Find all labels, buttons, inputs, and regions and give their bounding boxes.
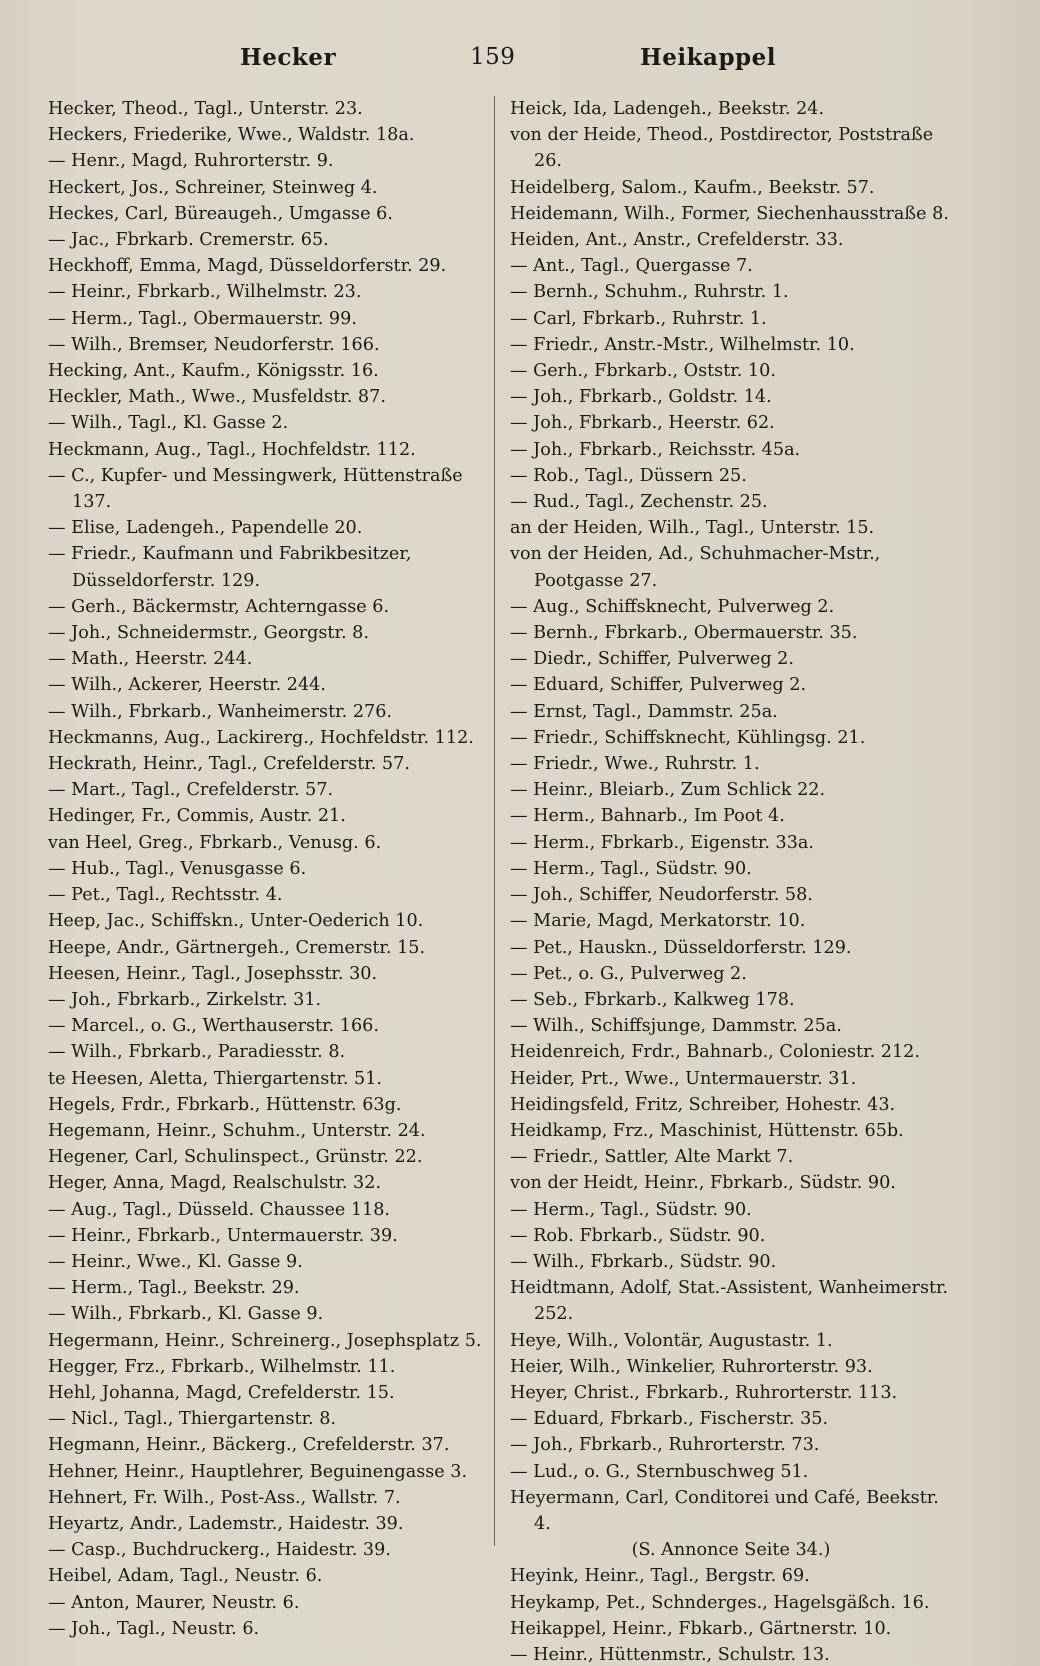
directory-entry: an der Heiden, Wilh., Tagl., Unterstr. 15.	[510, 518, 875, 539]
directory-entry: Heikappel, Heinr., Fbkarb., Gärtnerstr. 10.	[510, 1618, 892, 1639]
directory-entry: — Wilh., Schiffsjunge, Dammstr. 25a.	[510, 1016, 842, 1037]
directory-entry: — Bernh., Schuhm., Ruhrstr. 1.	[510, 282, 789, 303]
directory-entry: Heckrath, Heinr., Tagl., Crefelderstr. 57.	[48, 754, 410, 775]
directory-entry: — Eduard, Schiffer, Pulverweg 2.	[510, 675, 807, 696]
directory-entry: — Joh., Fbrkarb., Heerstr. 62.	[510, 413, 775, 434]
directory-entry: — Friedr., Schiffsknecht, Kühlingsg. 21.	[510, 727, 866, 748]
directory-entry: Hegemann, Heinr., Schuhm., Unterstr. 24.	[48, 1120, 426, 1141]
directory-entry: — Wilh., Fbrkarb., Paradiesstr. 8.	[48, 1042, 346, 1063]
directory-entry: — Marcel., o. G., Werthauserstr. 166.	[48, 1016, 379, 1037]
directory-entry: Heckers, Friederike, Wwe., Waldstr. 18a.	[48, 125, 415, 146]
directory-entry: Hecking, Ant., Kaufm., Königsstr. 16.	[48, 361, 379, 382]
directory-entry: Heye, Wilh., Volontär, Augustastr. 1.	[510, 1330, 833, 1351]
directory-entry: — C., Kupfer- und Messingwerk, Hüttenstraße 137.	[48, 465, 463, 513]
directory-entry: von der Heiden, Ad., Schuhmacher-Mstr., Pootgasse 27.	[510, 544, 881, 591]
directory-entry: — Friedr., Sattler, Alte Markt 7.	[510, 1147, 794, 1168]
directory-entry: — Friedr., Anstr.-Mstr., Wilhelmstr. 10.	[510, 334, 855, 355]
page-header	[50, 44, 990, 80]
directory-entry: — Mart., Tagl., Crefelderstr. 57.	[48, 780, 334, 801]
directory-entry: Hehl, Johanna, Magd, Crefelderstr. 15.	[48, 1382, 395, 1403]
directory-entry: Heckhoff, Emma, Magd, Düsseldorferstr. 29.	[48, 256, 447, 277]
directory-entry: — Lud., o. G., Sternbuschweg 51.	[510, 1461, 809, 1482]
directory-entry: Hecker, Theod., Tagl., Unterstr. 23.	[48, 99, 363, 119]
directory-entry: Heckmanns, Aug., Lackirerg., Hochfeldstr. 112.	[48, 727, 474, 748]
directory-entry: — Bernh., Fbrkarb., Obermauerstr. 35.	[510, 623, 858, 644]
directory-entry: — Seb., Fbrkarb., Kalkweg 178.	[510, 989, 795, 1010]
directory-entry: — Herm., Tagl., Südstr. 90.	[510, 858, 752, 879]
directory-entry: — Herm., Tagl., Obermauerstr. 99.	[48, 308, 357, 329]
directory-entry: Heckert, Jos., Schreiner, Steinweg 4.	[48, 177, 378, 198]
directory-entry: — Jac., Fbrkarb. Cremerstr. 65.	[48, 230, 329, 251]
directory-entry: Hedinger, Fr., Commis, Austr. 21.	[48, 806, 346, 827]
directory-entry: Heger, Anna, Magd, Realschulstr. 32.	[48, 1173, 382, 1194]
directory-entry: — Rob., Tagl., Düssern 25.	[510, 465, 747, 486]
directory-entry: — Friedr., Wwe., Ruhrstr. 1.	[510, 754, 760, 775]
directory-entry: Hegger, Frz., Fbrkarb., Wilhelmstr. 11.	[48, 1356, 396, 1377]
directory-entry: te Heesen, Aletta, Thiergartenstr. 51.	[48, 1068, 382, 1089]
directory-entry: von der Heidt, Heinr., Fbrkarb., Südstr. 90.	[510, 1173, 896, 1194]
directory-entry: Heidemann, Wilh., Former, Siechenhausstraße 8.	[510, 203, 949, 224]
header-right-keyword: Heikappel	[640, 44, 776, 71]
header-left-keyword: Hecker	[240, 44, 337, 71]
directory-entry: — Nicl., Tagl., Thiergartenstr. 8.	[48, 1409, 337, 1430]
directory-entry: — Wilh., Bremser, Neudorferstr. 166.	[48, 334, 380, 355]
directory-entry: — Ernst, Tagl., Dammstr. 25a.	[510, 701, 778, 722]
directory-entry: — Wilh., Ackerer, Heerstr. 244.	[48, 675, 326, 696]
directory-entry: — Herm., Fbrkarb., Eigenstr. 33a.	[510, 832, 814, 853]
directory-entry: — Rud., Tagl., Zechenstr. 25.	[510, 492, 768, 513]
directory-entry: — Heinr., Bleiarb., Zum Schlick 22.	[510, 780, 826, 801]
directory-entry: Hegener, Carl, Schulinspect., Grünstr. 22.	[48, 1147, 423, 1168]
directory-entry: Heckmann, Aug., Tagl., Hochfeldstr. 112.	[48, 439, 416, 460]
directory-entry: — Joh., Tagl., Neustr. 6.	[48, 1618, 260, 1639]
directory-entry: Heidtmann, Adolf, Stat.-Assistent, Wanheimerstr. 252.	[510, 1278, 949, 1325]
directory-entry: (S. Annonce Seite 34.)	[631, 1540, 831, 1561]
directory-entry: — Herm., Bahnarb., Im Poot 4.	[510, 806, 785, 827]
directory-entry: Heidelberg, Salom., Kaufm., Beekstr. 57.	[510, 177, 875, 198]
directory-entry: — Herm., Tagl., Beekstr. 29.	[48, 1278, 300, 1299]
directory-entry: — Joh., Schiffer, Neudorferstr. 58.	[510, 885, 813, 906]
directory-entry: — Math., Heerstr. 244.	[48, 649, 253, 670]
page-number: 159	[470, 44, 516, 70]
directory-entry: — Herm., Tagl., Südstr. 90.	[510, 1199, 752, 1220]
directory-entry: — Heinr., Fbrkarb., Wilhelmstr. 23.	[48, 282, 362, 303]
directory-entry: — Joh., Schneidermstr., Georgstr. 8.	[48, 623, 369, 644]
directory-entry: Hegmann, Heinr., Bäckerg., Crefelderstr. 37.	[48, 1435, 450, 1456]
directory-entry: Heyermann, Carl, Conditorei und Café, Beekstr. 4.	[510, 1487, 939, 1534]
directory-entry: — Rob. Fbrkarb., Südstr. 90.	[510, 1225, 766, 1246]
directory-entry: — Wilh., Tagl., Kl. Gasse 2.	[48, 413, 289, 434]
left-column	[48, 96, 490, 1642]
directory-entry: — Aug., Tagl., Düsseld. Chaussee 118.	[48, 1199, 391, 1220]
directory-entry: von der Heide, Theod., Postdirector, Poststraße 26.	[510, 125, 934, 172]
directory-entry: Heidenreich, Frdr., Bahnarb., Coloniestr. 212.	[510, 1042, 920, 1063]
directory-entry: Heesen, Heinr., Tagl., Josephsstr. 30.	[48, 963, 378, 984]
directory-entry: — Gerh., Bäckermstr, Achterngasse 6.	[48, 596, 390, 617]
directory-entry: — Casp., Buchdruckerg., Haidestr. 39.	[48, 1540, 391, 1561]
directory-entry: — Elise, Ladengeh., Papendelle 20.	[48, 518, 363, 539]
directory-entry: — Carl, Fbrkarb., Ruhrstr. 1.	[510, 308, 767, 329]
directory-entry: — Pet., Tagl., Rechtsstr. 4.	[48, 885, 283, 906]
directory-entry: Heick, Ida, Ladengeh., Beekstr. 24.	[510, 99, 825, 119]
directory-entry: Heyer, Christ., Fbrkarb., Ruhrorterstr. 113.	[510, 1382, 898, 1403]
directory-entry: — Hub., Tagl., Venusgasse 6.	[48, 858, 307, 879]
directory-entry: Hehnert, Fr. Wilh., Post-Ass., Wallstr. 7.	[48, 1487, 401, 1508]
directory-entry: — Pet., o. G., Pulverweg 2.	[510, 963, 747, 984]
directory-entry: Heider, Prt., Wwe., Untermauerstr. 31.	[510, 1068, 857, 1089]
directory-entry: Hegermann, Heinr., Schreinerg., Josephsplatz 5.	[48, 1330, 482, 1351]
column-divider	[494, 96, 495, 1546]
directory-entry: — Joh., Fbrkarb., Zirkelstr. 31.	[48, 989, 322, 1010]
directory-entry: Heidkamp, Frz., Maschinist, Hüttenstr. 65b.	[510, 1120, 904, 1141]
directory-entry: Heyink, Heinr., Tagl., Bergstr. 69.	[510, 1566, 810, 1587]
directory-entry: — Pet., Hauskn., Düsseldorferstr. 129.	[510, 937, 852, 958]
directory-entry: Heckes, Carl, Büreaugeh., Umgasse 6.	[48, 203, 393, 224]
directory-entry: van Heel, Greg., Fbrkarb., Venusg. 6.	[48, 832, 382, 853]
directory-entry: Heiden, Ant., Anstr., Crefelderstr. 33.	[510, 230, 844, 251]
directory-entry: — Joh., Fbrkarb., Goldstr. 14.	[510, 387, 772, 408]
directory-entry: Hehner, Heinr., Hauptlehrer, Beguinengasse 3.	[48, 1461, 468, 1482]
directory-entry: — Wilh., Fbrkarb., Wanheimerstr. 276.	[48, 701, 392, 722]
directory-entry: — Ant., Tagl., Quergasse 7.	[510, 256, 753, 277]
directory-entry: — Aug., Schiffsknecht, Pulverweg 2.	[510, 596, 835, 617]
directory-entry: — Friedr., Kaufmann und Fabrikbesitzer, Düsseldorferstr. 129.	[48, 544, 412, 591]
directory-entry: — Eduard, Fbrkarb., Fischerstr. 35.	[510, 1409, 829, 1430]
directory-entry: — Gerh., Fbrkarb., Oststr. 10.	[510, 361, 776, 382]
directory-entry: — Wilh., Fbrkarb., Südstr. 90.	[510, 1251, 777, 1272]
directory-entry: Heepe, Andr., Gärtnergeh., Cremerstr. 15.	[48, 937, 426, 958]
directory-entry: — Joh., Fbrkarb., Ruhrorterstr. 73.	[510, 1435, 820, 1456]
directory-entry: Heep, Jac., Schiffskn., Unter-Oederich 10.	[48, 911, 424, 932]
directory-entry: Heckler, Math., Wwe., Musfeldstr. 87.	[48, 387, 386, 408]
directory-entry: — Wilh., Fbrkarb., Kl. Gasse 9.	[48, 1304, 324, 1325]
directory-entry: Hegels, Frdr., Fbrkarb., Hüttenstr. 63g.	[48, 1094, 402, 1115]
directory-entry: Heier, Wilh., Winkelier, Ruhrorterstr. 93.	[510, 1356, 873, 1377]
directory-entry: Heyartz, Andr., Lademstr., Haidestr. 39.	[48, 1513, 404, 1534]
directory-entry: — Diedr., Schiffer, Pulverweg 2.	[510, 649, 794, 670]
directory-entry: Heidingsfeld, Fritz, Schreiber, Hohestr. 43.	[510, 1094, 896, 1115]
directory-entry: — Henr., Magd, Ruhrorterstr. 9.	[48, 151, 334, 172]
right-column	[510, 96, 952, 1666]
directory-entry: — Heinr., Fbrkarb., Untermauerstr. 39.	[48, 1225, 398, 1246]
directory-entry: — Joh., Fbrkarb., Reichsstr. 45a.	[510, 439, 801, 460]
directory-entry: — Anton, Maurer, Neustr. 6.	[48, 1592, 300, 1613]
directory-entry: — Marie, Magd, Merkatorstr. 10.	[510, 911, 806, 932]
directory-entry: — Heinr., Hüttenmstr., Schulstr. 13.	[510, 1644, 830, 1665]
directory-entry: Heykamp, Pet., Schnderges., Hagelsgäßch. 16.	[510, 1592, 930, 1613]
directory-entry: Heibel, Adam, Tagl., Neustr. 6.	[48, 1566, 323, 1587]
directory-entry: — Heinr., Wwe., Kl. Gasse 9.	[48, 1251, 303, 1272]
